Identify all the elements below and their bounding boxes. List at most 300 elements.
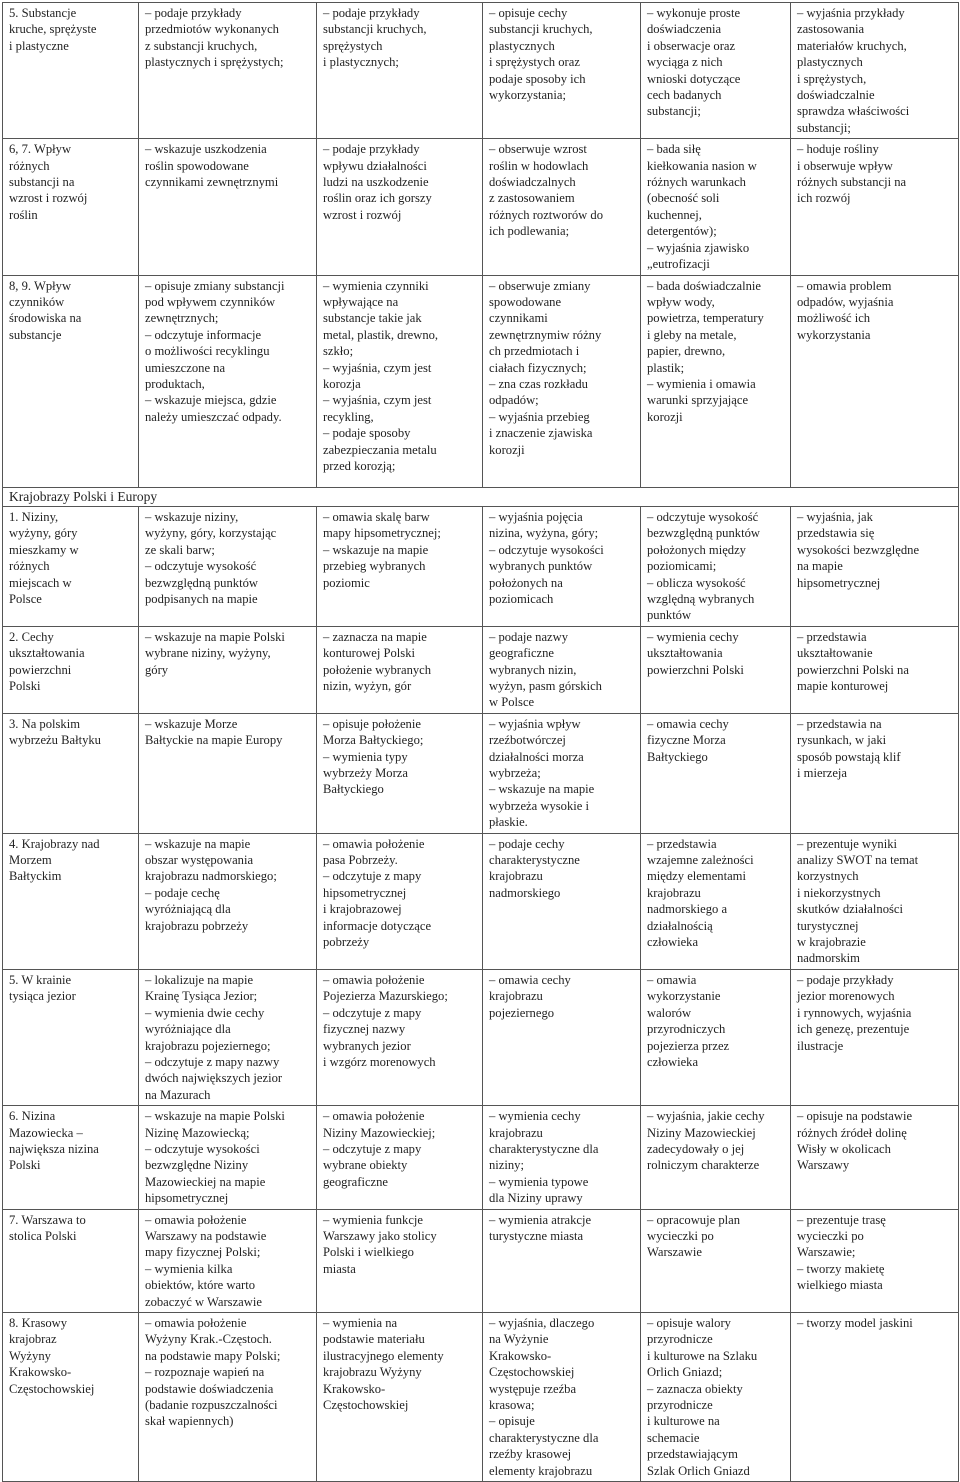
cell-text-line: ilustracyjnego elementy <box>323 1348 444 1363</box>
cell-text-line: i wzgórz morenowych <box>323 1054 436 1069</box>
cell-text-line: Warszawy na podstawie <box>145 1228 267 1243</box>
cell-text-line: papier, drewno, <box>647 344 726 359</box>
cell-text-line: i mierzeja <box>797 766 847 780</box>
cell-text-line: – podaje nazwy <box>489 629 569 644</box>
cell-text-line: kuchennej, <box>647 207 702 222</box>
basic-requirements-cell <box>139 626 317 713</box>
cell-text-line: – podaje przykłady <box>797 972 894 987</box>
cell-text-line: – obserwuje wzrost <box>489 142 587 157</box>
cell-text-line: – podaje cechę <box>145 885 220 900</box>
excellent-requirements-cell <box>791 1209 959 1312</box>
cell-text-line: ludzi na uszkodzenie <box>323 175 429 190</box>
cell-text-line: – wskazuje na mapie <box>145 836 251 851</box>
cell-text-line: – podaje cechy <box>489 836 565 851</box>
cell-text-line: wpływu działalności <box>323 158 427 173</box>
cell-text-line: krajobrazu pobrzeży <box>145 918 249 933</box>
cell-text-line: przebieg wybranych <box>323 559 426 574</box>
table-row <box>3 713 959 833</box>
cell-text-line: korozja <box>323 376 361 391</box>
cell-text-line: wykorzystanie <box>647 989 721 1004</box>
cell-text-line: geograficzne <box>489 646 555 661</box>
cell-text-line: – odczytuje informacje <box>145 327 262 342</box>
cell-text-line: korzystnych <box>797 869 859 884</box>
cell-text-line: korozji <box>489 442 525 457</box>
cell-text-line: położenie wybranych <box>323 662 432 677</box>
cell-text-line: wybrzeżu Bałtyku <box>9 733 101 748</box>
cell-text-line: Orlich Gniazd; <box>647 1365 723 1380</box>
cell-text-line: krajobrazu <box>489 869 543 884</box>
extended-requirements-cell <box>317 969 483 1105</box>
cell-text-line: przyrodnicze <box>647 1332 713 1347</box>
cell-text-line: – wyjaśnia przebieg <box>489 409 590 424</box>
topic-cell <box>3 3 139 139</box>
cell-text-line: – podaje przykłady <box>145 6 242 20</box>
cell-text-line: wysokości bezwzględne <box>797 542 920 557</box>
cell-text-line: możliwość ich <box>797 311 871 326</box>
cell-text-line: ch przedmiotach i <box>489 344 580 359</box>
cell-text-line: krajobrazu <box>647 885 701 900</box>
cell-text-line: punktów <box>647 608 692 623</box>
very-good-requirements-cell <box>641 139 791 275</box>
good-requirements-cell <box>483 626 641 713</box>
cell-text-line: Morzem <box>9 853 52 868</box>
cell-text-line: 6, 7. Wpływ <box>9 142 72 157</box>
extended-requirements-cell <box>317 3 483 139</box>
cell-text-line: – wymienia dwie cechy <box>145 1005 265 1020</box>
cell-text-line: obiektów, które warto <box>145 1278 256 1293</box>
cell-text-line: Częstochowskiej <box>489 1365 575 1380</box>
cell-text-line: – wskazuje niziny, <box>145 509 239 524</box>
cell-text-line: turystyczne miasta <box>489 1228 584 1243</box>
cell-text-line: Krakowsko- <box>323 1381 386 1396</box>
cell-text-line: (obecność soli <box>647 191 720 206</box>
cell-text-line: Krainę Tysiąca Jezior; <box>145 989 258 1004</box>
cell-text-line: 6. Nizina <box>9 1109 56 1124</box>
section-header-row <box>3 487 959 506</box>
topic-cell <box>3 1209 139 1312</box>
topic-cell <box>3 1313 139 1482</box>
cell-text-line: i plastycznych; <box>323 55 399 70</box>
cell-text-line: analizy SWOT na temat <box>797 853 919 868</box>
cell-text-line: 4. Krajobrazy nad <box>9 836 100 851</box>
cell-text-line: poziomic <box>323 575 370 590</box>
cell-text-line: krajobrazu <box>489 989 543 1004</box>
cell-text-line: ich genezę, prezentuje <box>797 1022 910 1037</box>
extended-requirements-cell <box>317 713 483 833</box>
cell-text-line: charakterystyczne dla <box>489 1141 599 1156</box>
good-requirements-cell <box>483 506 641 626</box>
cell-text-line: ich podlewania; <box>489 224 570 239</box>
cell-text-line: – wymienia typowe <box>489 1174 589 1189</box>
topic-cell <box>3 969 139 1105</box>
topic-cell <box>3 1106 139 1209</box>
cell-text-line: rzeźby krasowej <box>489 1447 572 1462</box>
cell-text-line: i sprężystych oraz <box>489 55 580 70</box>
cell-text-line: odpadów; <box>489 393 539 408</box>
cell-text-line: wykorzystania <box>797 327 871 342</box>
cell-text-line: stolica Polski <box>9 1228 77 1243</box>
cell-text-line: – opisuje położenie <box>323 716 421 731</box>
cell-text-line: roślin <box>9 207 38 222</box>
cell-text-line: – wymienia funkcje <box>323 1212 424 1227</box>
cell-text-line: skał wapiennych) <box>145 1414 234 1429</box>
cell-text-line: czynnikami zewnętrznymi <box>145 175 279 190</box>
cell-text-line: ukształtowanie <box>797 646 873 661</box>
extended-requirements-cell <box>317 139 483 275</box>
cell-text-line: substancji kruchych, <box>489 22 593 37</box>
cell-text-line: wpływ wody, <box>647 294 715 309</box>
cell-text-line: – wyjaśnia pojęcia <box>489 509 583 524</box>
cell-text-line: – przedstawia <box>797 629 867 644</box>
cell-text-line: Krakowsko- <box>489 1348 552 1363</box>
basic-requirements-cell <box>139 833 317 969</box>
cell-text-line: – wyjaśnia, czym jest <box>323 360 432 375</box>
cell-text-line: ukształtowania <box>9 646 85 661</box>
cell-text-line: nadmorskiego a <box>647 902 728 917</box>
cell-text-line: Morza Bałtyckiego; <box>323 733 424 748</box>
cell-text-line: – wyjaśnia wpływ <box>489 716 581 731</box>
cell-text-line: – omawia skalę barw <box>323 509 430 524</box>
section-title: Krajobrazy Polski i Europy <box>9 488 158 504</box>
cell-text-line: – opisuje walory <box>647 1316 731 1330</box>
cell-text-line: wybranych jezior <box>323 1038 411 1053</box>
cell-text-line: Warszawy jako stolicy <box>323 1228 437 1243</box>
cell-text-line: kruche, sprężyste <box>9 22 97 37</box>
cell-text-line: bezwzględną punktów <box>145 575 258 590</box>
cell-text-line: zewnętrznymiw różny <box>489 327 602 342</box>
cell-text-line: mieszkamy w <box>9 542 79 557</box>
cell-text-line: wycieczki po <box>647 1228 714 1243</box>
cell-text-line: – odczytuje z mapy <box>323 1141 422 1156</box>
cell-text-line: – podaje przykłady <box>323 142 420 157</box>
cell-text-line: podstawie materiału <box>323 1332 425 1347</box>
cell-text-line: materiałów kruchych, <box>797 38 907 53</box>
cell-text-line: – odczytuje z mapy <box>323 1005 422 1020</box>
cell-text-line: położonych między <box>647 542 746 557</box>
table-row <box>3 506 959 626</box>
cell-text-line: fizyczne Morza <box>647 733 726 748</box>
cell-text-line: przyrodniczych <box>647 1022 726 1037</box>
cell-text-line: i obserwuje wpływ <box>797 158 893 173</box>
cell-text-line: pod wpływem czynników <box>145 294 276 309</box>
cell-text-line: różnych <box>9 559 50 574</box>
cell-text-line: zadecydowały o jej <box>647 1141 745 1156</box>
cell-text-line: Częstochowskiej <box>323 1398 409 1413</box>
cell-text-line: rzeźbotwórczej <box>489 733 566 748</box>
cell-text-line: – podaje przykłady <box>323 6 420 20</box>
very-good-requirements-cell <box>641 1313 791 1482</box>
cell-text-line: – omawia położenie <box>323 972 425 987</box>
cell-text-line: Warszawie; <box>797 1245 856 1260</box>
cell-text-line: wyciąga z nich <box>647 55 723 70</box>
table-row <box>3 1106 959 1209</box>
cell-text-line: różnych warunkach <box>647 175 746 190</box>
cell-text-line: w krajobrazie <box>797 935 866 950</box>
cell-text-line: poziomicami; <box>647 559 717 574</box>
cell-text-line: ilustracje <box>797 1038 844 1053</box>
cell-text-line: – omawia cechy <box>489 972 571 987</box>
cell-text-line: wycieczki po <box>797 1228 864 1243</box>
table-row <box>3 3 959 139</box>
cell-text-line: Wyżyny <box>9 1348 51 1363</box>
cell-text-line: i kulturowe na <box>647 1414 720 1429</box>
cell-text-line: – podaje sposoby <box>323 426 411 441</box>
cell-text-line: i gleby na metale, <box>647 327 737 342</box>
cell-text-line: krajobraz <box>9 1332 57 1347</box>
cell-text-line: przedmiotów wykonanych <box>145 22 279 37</box>
cell-text-line: wybrane obiekty <box>323 1158 408 1173</box>
cell-text-line: – wymienia i omawia <box>647 376 756 391</box>
cell-text-line: – odczytuje z mapy <box>323 869 422 884</box>
cell-text-line: na podstawie mapy Polski; <box>145 1348 281 1363</box>
cell-text-line: Mazowiecka – <box>9 1125 83 1140</box>
cell-text-line: – odczytuje wysokości <box>489 542 604 557</box>
cell-text-line: kiełkowania nasion w <box>647 158 757 173</box>
table-row <box>3 626 959 713</box>
cell-text-line: informacje dotyczące <box>323 918 432 933</box>
good-requirements-cell <box>483 969 641 1105</box>
cell-text-line: 8, 9. Wpływ <box>9 278 72 293</box>
cell-text-line: płaskie. <box>489 815 528 830</box>
cell-text-line: między elementami <box>647 869 746 884</box>
cell-text-line: krajobrazu Wyżyny <box>323 1365 422 1380</box>
cell-text-line: Mazowieckiej na mapie <box>145 1174 266 1189</box>
cell-text-line: różnych roztworów do <box>489 207 604 222</box>
cell-text-line: Bałtyckiego <box>647 749 708 764</box>
good-requirements-cell <box>483 3 641 139</box>
cell-text-line: różnych źródeł dolinę <box>797 1125 907 1140</box>
cell-text-line: pobrzeży <box>323 935 370 950</box>
cell-text-line: niziny; <box>489 1158 524 1173</box>
cell-text-line: – wymienia atrakcje <box>489 1212 592 1227</box>
cell-text-line: odpadów, wyjaśnia <box>797 294 894 309</box>
cell-text-line: plastycznych <box>489 38 555 53</box>
very-good-requirements-cell <box>641 506 791 626</box>
cell-text-line: Bałtyckiego <box>323 782 384 797</box>
cell-text-line: – opisuje zmiany substancji <box>145 278 285 293</box>
excellent-requirements-cell <box>791 1313 959 1482</box>
cell-text-line: względną wybranych <box>647 591 755 606</box>
cell-text-line: wybrzeża wysokie i <box>489 798 590 813</box>
cell-text-line: doświadczalnie <box>797 88 875 103</box>
cell-text-line: podaje sposoby ich <box>489 71 586 86</box>
basic-requirements-cell <box>139 1313 317 1482</box>
cell-text-line: – przedstawia na <box>797 716 882 731</box>
cell-text-line: – opisuje cechy <box>489 6 568 20</box>
basic-requirements-cell <box>139 713 317 833</box>
cell-text-line: ukształtowania <box>647 646 723 661</box>
very-good-requirements-cell <box>641 969 791 1105</box>
topic-cell <box>3 139 139 275</box>
topic-cell <box>3 506 139 626</box>
cell-text-line: konturowej Polski <box>323 646 416 661</box>
cell-text-line: powietrza, temperatury <box>647 311 764 326</box>
cell-text-line: 7. Warszawa to <box>9 1212 86 1227</box>
cell-text-line: wyróżniającą dla <box>145 902 231 917</box>
cell-text-line: Wisły w okolicach <box>797 1141 891 1156</box>
cell-text-line: – wskazuje na mapie Polski <box>145 1109 285 1124</box>
very-good-requirements-cell <box>641 3 791 139</box>
cell-text-line: obszar występowania <box>145 853 254 868</box>
cell-text-line: o możliwości recyklingu <box>145 344 270 359</box>
cell-text-line: nizin, wyżyn, gór <box>323 678 412 693</box>
cell-text-line: wzrost i rozwój <box>323 207 402 222</box>
cell-text-line: wyżyny, góry <box>9 526 78 541</box>
cell-text-line: na Wyżynie <box>489 1332 549 1347</box>
extended-requirements-cell <box>317 626 483 713</box>
good-requirements-cell <box>483 713 641 833</box>
cell-text-line: substancje takie jak <box>323 311 422 326</box>
cell-text-line: rysunkach, w jaki <box>797 733 887 748</box>
cell-text-line: – prezentuje trasę <box>797 1212 886 1227</box>
cell-text-line: – wyjaśnia przykłady <box>797 6 905 20</box>
cell-text-line: warunki sprzyjające <box>647 393 749 408</box>
cell-text-line: i sprężystych, <box>797 71 867 86</box>
cell-text-line: 8. Krasowy <box>9 1316 68 1330</box>
cell-text-line: i obserwacje oraz <box>647 38 736 53</box>
cell-text-line: wzajemne zależności <box>647 853 754 868</box>
cell-text-line: krajobrazu pojeziernego; <box>145 1038 271 1053</box>
cell-text-line: podstawie doświadczenia <box>145 1381 274 1396</box>
cell-text-line: powierzchni Polski <box>647 662 744 677</box>
cell-text-line: – wskazuje Morze <box>145 716 238 731</box>
cell-text-line: walorów <box>647 1005 692 1020</box>
cell-text-line: roślin w hodowlach <box>489 158 589 173</box>
cell-text-line: góry <box>145 662 169 677</box>
cell-text-line: występuje rzeźba <box>489 1381 577 1396</box>
cell-text-line: substancje <box>9 327 62 342</box>
cell-text-line: wzrost i rozwój <box>9 191 88 206</box>
cell-text-line: wnioski dotyczące <box>647 71 741 86</box>
cell-text-line: hipsometrycznej <box>145 1191 229 1206</box>
basic-requirements-cell <box>139 275 317 487</box>
cell-text-line: plastik; <box>647 360 685 375</box>
cell-text-line: korozji <box>647 409 683 424</box>
very-good-requirements-cell <box>641 275 791 487</box>
cell-text-line: Bałtyckie na mapie Europy <box>145 733 283 748</box>
cell-text-line: środowiska na <box>9 311 82 326</box>
cell-text-line: – odczytuje z mapy nazwy <box>145 1054 280 1069</box>
cell-text-line: hipsometrycznej <box>797 575 881 590</box>
cell-text-line: roślin spowodowane <box>145 158 249 173</box>
cell-text-line: przedstawia się <box>797 526 875 541</box>
excellent-requirements-cell <box>791 1106 959 1209</box>
cell-text-line: 3. Na polskim <box>9 716 81 731</box>
basic-requirements-cell <box>139 3 317 139</box>
cell-text-line: mapy fizycznej Polski; <box>145 1245 261 1260</box>
cell-text-line: wybranych punktów <box>489 559 593 574</box>
cell-text-line: doświadczalnych <box>489 175 576 190</box>
cell-text-line: produktach, <box>145 376 205 391</box>
cell-text-line: wybrzeży Morza <box>323 766 408 780</box>
cell-text-line: wyżyny, góry, korzystając <box>145 526 277 541</box>
cell-text-line: – wyjaśnia, czym jest <box>323 393 432 408</box>
cell-text-line: na mapie <box>797 559 843 574</box>
excellent-requirements-cell <box>791 969 959 1105</box>
cell-text-line: hipsometrycznej <box>323 885 407 900</box>
cell-text-line: – wymienia kilka <box>145 1261 233 1276</box>
extended-requirements-cell <box>317 833 483 969</box>
cell-text-line: dla Niziny uprawy <box>489 1191 583 1206</box>
cell-text-line: cech badanych <box>647 88 722 103</box>
cell-text-line: Częstochowskiej <box>9 1381 95 1396</box>
cell-text-line: – omawia <box>647 972 697 987</box>
cell-text-line: 5. W krainie <box>9 972 72 987</box>
cell-text-line: i plastyczne <box>9 38 69 53</box>
cell-text-line: człowieka <box>647 1054 699 1069</box>
cell-text-line: wielkiego miasta <box>797 1278 883 1293</box>
excellent-requirements-cell <box>791 626 959 713</box>
cell-text-line: tysiąca jezior <box>9 989 76 1004</box>
cell-text-line: metal, plastik, drewno, <box>323 327 439 342</box>
basic-requirements-cell <box>139 1106 317 1209</box>
cell-text-line: – wyjaśnia, jak <box>797 509 873 524</box>
cell-text-line: wykorzystania; <box>489 88 566 103</box>
cell-text-line: miejscach w <box>9 575 72 590</box>
good-requirements-cell <box>483 139 641 275</box>
table-row <box>3 1209 959 1312</box>
cell-text-line: – omawia położenie <box>323 836 425 851</box>
cell-text-line: jezior morenowych <box>797 989 895 1004</box>
cell-text-line: Polski <box>9 1158 41 1173</box>
cell-text-line: – bada siłę <box>647 142 701 157</box>
cell-text-line: dwóch największych jezior <box>145 1071 283 1086</box>
cell-text-line: – wyjaśnia, dlaczego <box>489 1316 595 1330</box>
cell-text-line: bezwzględną punktów <box>647 526 760 541</box>
cell-text-line: – wskazuje miejsca, gdzie <box>145 393 277 408</box>
cell-text-line: – przedstawia <box>647 836 717 851</box>
table-row <box>3 969 959 1105</box>
cell-text-line: – zna czas rozkładu <box>489 376 588 391</box>
good-requirements-cell <box>483 833 641 969</box>
cell-text-line: wybranych nizin, <box>489 662 577 677</box>
extended-requirements-cell <box>317 1106 483 1209</box>
cell-text-line: wpływające na <box>323 294 399 309</box>
cell-text-line: plastycznych <box>797 55 863 70</box>
extended-requirements-cell <box>317 1209 483 1312</box>
cell-text-line: Polski <box>9 678 41 693</box>
cell-text-line: – zaznacza na mapie <box>323 629 427 644</box>
cell-text-line: pasa Pobrzeży. <box>323 853 398 868</box>
cell-text-line: Pojezierza Mazurskiego; <box>323 989 448 1004</box>
cell-text-line: geograficzne <box>323 1174 389 1189</box>
extended-requirements-cell <box>317 1313 483 1482</box>
extended-requirements-cell <box>317 506 483 626</box>
cell-text-line: działalności morza <box>489 749 584 764</box>
table-row <box>3 1313 959 1482</box>
cell-text-line: sposób powstają klif <box>797 749 901 764</box>
cell-text-line: Wyżyny Krak.-Częstoch. <box>145 1332 272 1347</box>
cell-text-line: – wyjaśnia, jakie cechy <box>647 1109 765 1124</box>
table-row <box>3 833 959 969</box>
cell-text-line: Polski i wielkiego <box>323 1245 414 1260</box>
cell-text-line: ciałach fizycznych; <box>489 360 587 375</box>
basic-requirements-cell <box>139 1209 317 1312</box>
cell-text-line: – opisuje na podstawie <box>797 1109 913 1124</box>
cell-text-line: nadmorskiego <box>489 885 561 900</box>
cell-text-line: szkło; <box>323 344 354 359</box>
cell-text-line: wyróżniające dla <box>145 1022 231 1037</box>
cell-text-line: – wskazuje na mapie <box>323 542 429 557</box>
cell-text-line: w Polsce <box>489 695 535 710</box>
cell-text-line: Warszawie <box>647 1245 702 1260</box>
basic-requirements-cell <box>139 969 317 1105</box>
cell-text-line: z substancji kruchych, <box>145 38 258 53</box>
cell-text-line: charakterystyczne <box>489 853 580 868</box>
cell-text-line: wyżyn, pasm górskich <box>489 678 602 693</box>
cell-text-line: recykling, <box>323 409 374 424</box>
cell-text-line: – omawia położenie <box>145 1316 247 1330</box>
